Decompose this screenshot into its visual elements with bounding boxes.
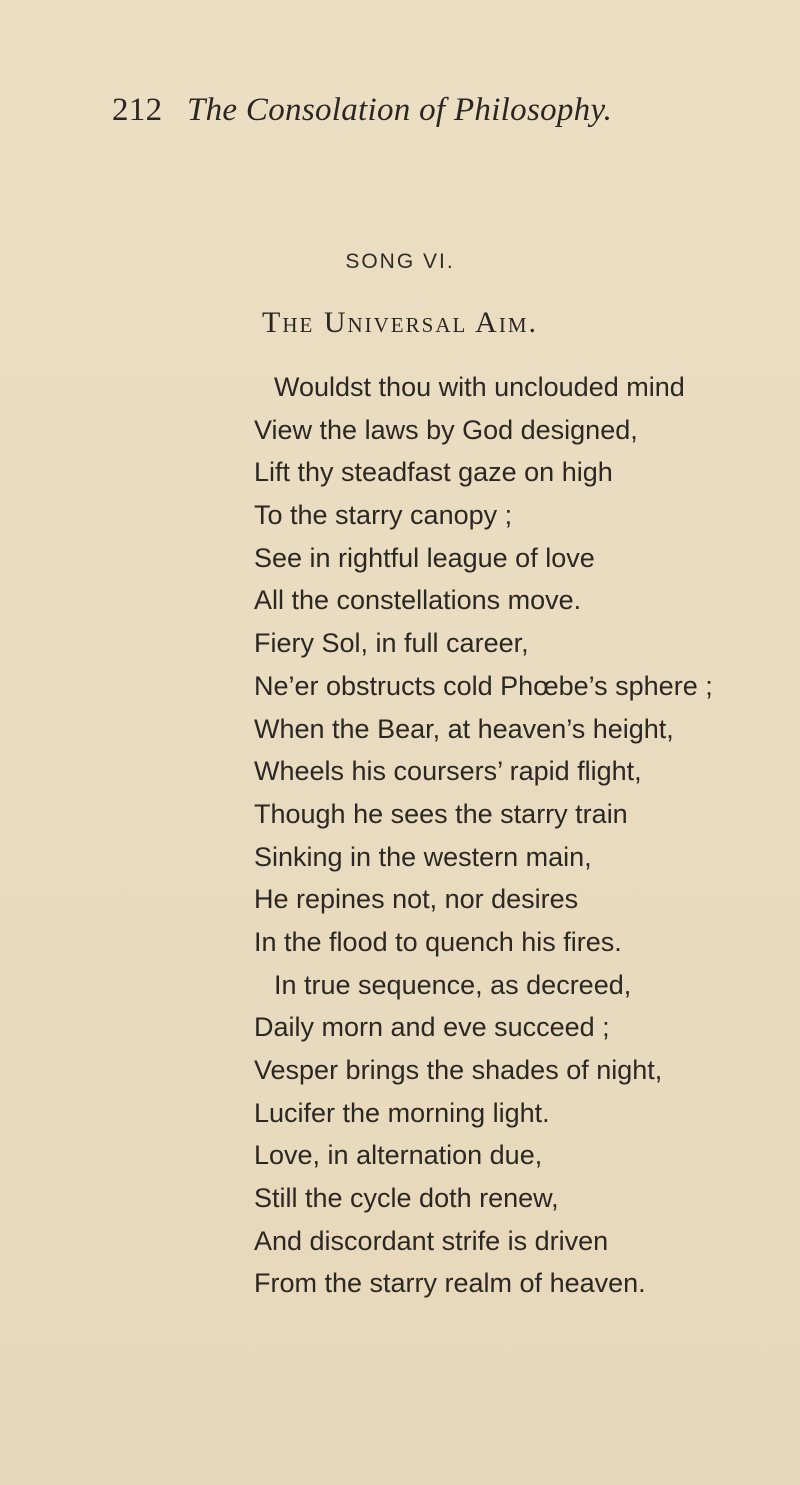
poem-line: He repines not, nor desires: [254, 884, 579, 915]
poem-line: Wheels his coursers’ rapid flight,: [254, 756, 642, 787]
poem-line: Daily morn and eve succeed ;: [254, 1012, 610, 1043]
poem-line: Still the cycle doth renew,: [254, 1183, 559, 1214]
poem-line: In the flood to quench his fires.: [254, 926, 622, 957]
poem-line: And discordant strife is driven: [254, 1225, 609, 1256]
poem-line: Vesper brings the shades of night,: [254, 1055, 663, 1085]
poem-line: When the Bear, at heaven’s height,: [254, 713, 674, 744]
song-number: SONG VI.: [345, 250, 455, 273]
song-title: The Universal Aim.: [262, 306, 538, 339]
poem-line: Sinking in the western main,: [254, 841, 592, 872]
running-head: [112, 92, 612, 129]
poem: [254, 366, 713, 1305]
poem-line: In true sequence, as decreed,: [274, 969, 632, 1000]
poem-line: All the constellations move.: [254, 585, 582, 616]
poem-line: Love, in alternation due,: [254, 1140, 543, 1171]
poem-line: Lift thy steadfast gaze on high: [254, 457, 613, 488]
poem-line: Lucifer the morning light.: [254, 1097, 550, 1128]
poem-line: Wouldst thou with unclouded mind: [274, 372, 685, 402]
poem-line: See in rightful league of love: [254, 542, 595, 573]
poem-line: Fiery Sol, in full career,: [254, 628, 529, 659]
page-number: 212: [112, 92, 163, 128]
poem-line: Ne’er obstructs cold Phœbe’s sphere ;: [254, 670, 713, 701]
book-title: The Consolation of Philosophy.: [186, 92, 613, 128]
poem-line: From the starry realm of heaven.: [254, 1268, 646, 1299]
poem-line: Though he sees the starry train: [254, 798, 628, 829]
poem-line: To the starry canopy ;: [254, 500, 513, 531]
poem-line: View the laws by God designed,: [254, 414, 638, 445]
